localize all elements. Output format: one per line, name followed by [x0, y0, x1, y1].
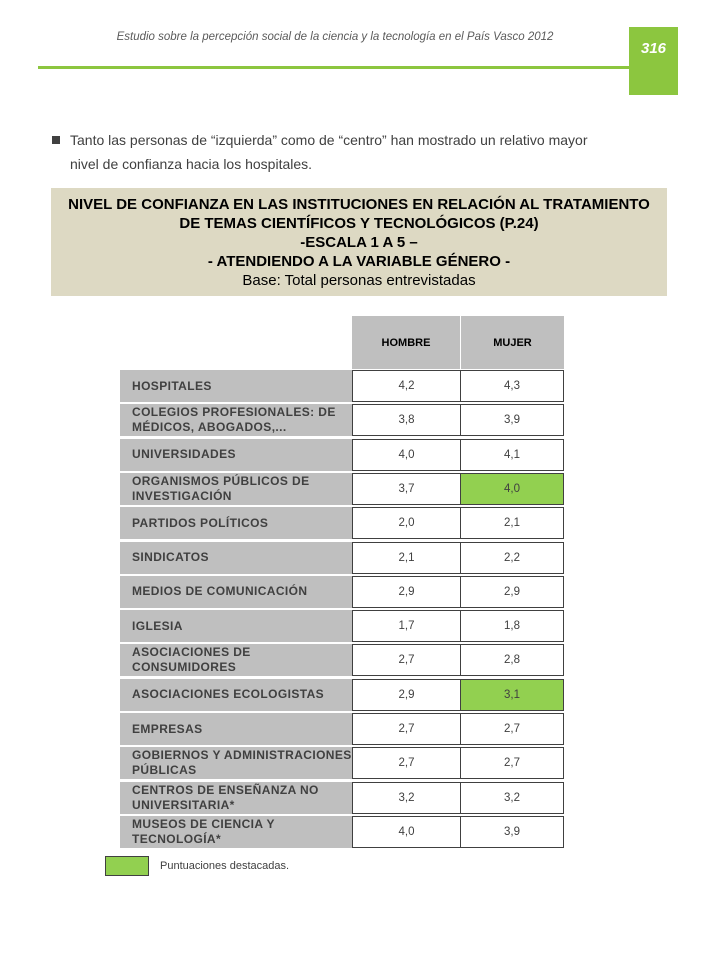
table-row [120, 644, 564, 678]
page-number-badge: 316 [629, 27, 678, 95]
table-row [120, 370, 564, 404]
table-row [120, 816, 564, 850]
cell-hombre: 2,7 [352, 644, 461, 676]
cell-hombre: 2,9 [352, 679, 461, 711]
legend-text: Puntuaciones destacadas. [160, 860, 290, 872]
table-row [120, 404, 564, 438]
table-title-base: Base: Total personas entrevistadas [242, 272, 476, 289]
cell-mujer: 2,9 [460, 576, 564, 608]
table-row [120, 473, 564, 507]
row-label: ORGANISMOS PÚBLICOS DE INVESTIGACIÓN [120, 473, 352, 505]
table-row [120, 507, 564, 541]
cell-hombre: 2,7 [352, 713, 461, 745]
cell-hombre: 2,7 [352, 747, 461, 779]
cell-hombre: 3,8 [352, 404, 461, 436]
column-header-mujer: MUJER [461, 316, 564, 369]
cell-hombre: 1,7 [352, 610, 461, 642]
row-label: PARTIDOS POLÍTICOS [120, 507, 352, 539]
table-title-line-4: - ATENDIENDO A LA VARIABLE GÉNERO - [207, 253, 511, 270]
column-header-hombre: HOMBRE [352, 316, 462, 369]
table-row [120, 610, 564, 644]
square-bullet-icon [52, 136, 60, 144]
header-divider [38, 66, 630, 69]
row-label: MUSEOS DE CIENCIA Y TECNOLOGÍA* [120, 816, 352, 848]
cell-hombre: 2,0 [352, 507, 461, 539]
cell-mujer: 2,7 [460, 747, 564, 779]
cell-hombre: 2,9 [352, 576, 461, 608]
cell-mujer: 3,1 [460, 679, 564, 711]
cell-hombre: 3,2 [352, 782, 461, 814]
table-row [120, 782, 564, 816]
row-label: CENTROS DE ENSEÑANZA NO UNIVERSITARIA* [120, 782, 352, 814]
row-label: SINDICATOS [120, 542, 352, 574]
row-label: EMPRESAS [120, 713, 352, 745]
row-label: MEDIOS DE COMUNICACIÓN [120, 576, 352, 608]
row-label: IGLESIA [120, 610, 352, 642]
table-row [120, 713, 564, 747]
cell-mujer: 4,1 [460, 439, 564, 471]
cell-mujer: 3,9 [460, 404, 564, 436]
table-row [120, 542, 564, 576]
row-label: ASOCIACIONES DE CONSUMIDORES [120, 644, 352, 676]
table-row [120, 679, 564, 713]
table-title-line-1: NIVEL DE CONFIANZA EN LAS INSTITUCIONES EN RELACIÓN AL TRATAMIENTO [68, 196, 650, 213]
cell-hombre: 4,0 [352, 439, 461, 471]
row-label: ASOCIACIONES ECOLOGISTAS [120, 679, 352, 711]
cell-hombre: 4,0 [352, 816, 461, 848]
cell-hombre: 3,7 [352, 473, 461, 505]
cell-mujer: 4,3 [460, 370, 564, 402]
cell-mujer: 2,1 [460, 507, 564, 539]
legend-highlight-swatch [105, 856, 149, 876]
table-title-line-3: -ESCALA 1 A 5 – [300, 234, 418, 251]
table-title-line-2: DE TEMAS CIENTÍFICOS Y TECNOLÓGICOS (P.24) [179, 215, 539, 232]
table-title-box [51, 188, 667, 296]
cell-hombre: 4,2 [352, 370, 461, 402]
cell-mujer: 1,8 [460, 610, 564, 642]
cell-mujer: 2,2 [460, 542, 564, 574]
row-label: GOBIERNOS Y ADMINISTRACIONES PÚBLICAS [120, 747, 352, 779]
cell-mujer: 2,8 [460, 644, 564, 676]
cell-hombre: 2,1 [352, 542, 461, 574]
row-label: COLEGIOS PROFESIONALES: DE MÉDICOS, ABOGADOS,... [120, 404, 352, 436]
row-label: UNIVERSIDADES [120, 439, 352, 471]
bullet-paragraph [52, 128, 692, 176]
cell-mujer: 3,2 [460, 782, 564, 814]
cell-mujer: 2,7 [460, 713, 564, 745]
cell-mujer: 4,0 [460, 473, 564, 505]
table-row [120, 576, 564, 610]
row-label: HOSPITALES [120, 370, 352, 402]
cell-mujer: 3,9 [460, 816, 564, 848]
table-row [120, 747, 564, 781]
document-header-title: Estudio sobre la percepción social de la ciencia y la tecnología en el País Vasco 2012 [116, 31, 554, 43]
table-row [120, 439, 564, 473]
bullet-text-line-1: Tanto las personas de “izquierda” como de “centro” han mostrado un relativo mayor [70, 132, 588, 148]
bullet-text-line-2: nivel de confianza hacia los hospitales. [70, 156, 313, 172]
